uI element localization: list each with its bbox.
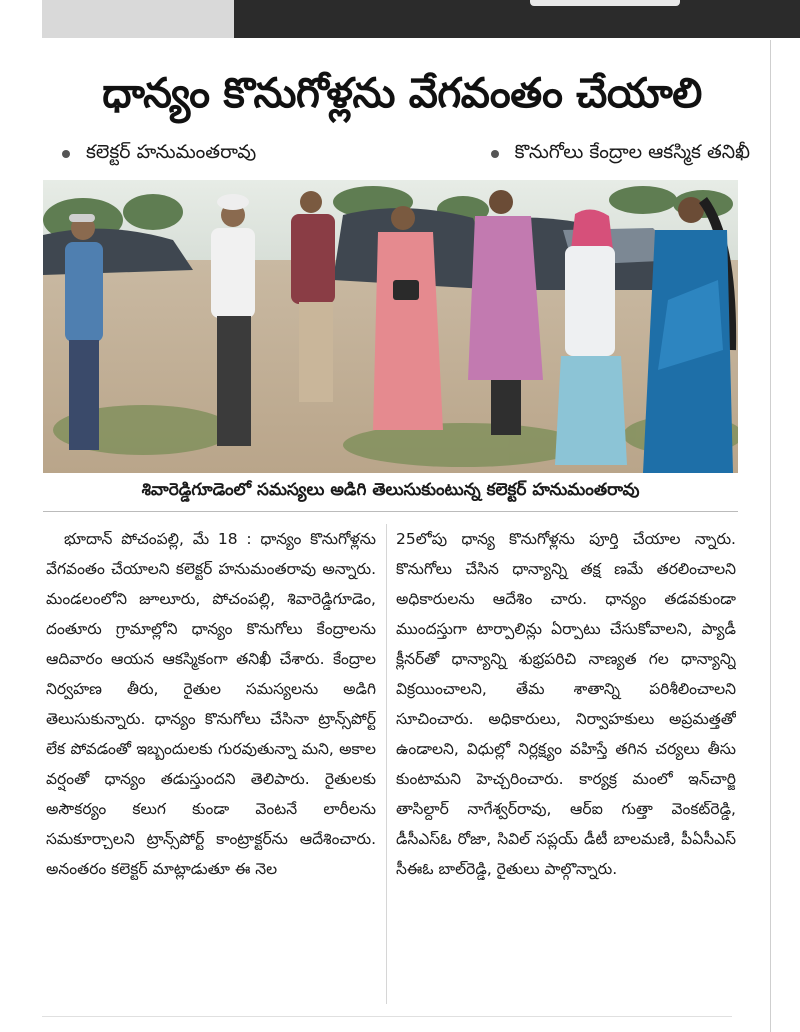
bullet-icon	[62, 150, 70, 158]
subheadline-text: కలెక్టర్ హనుమంతరావు	[86, 140, 257, 163]
news-photo	[43, 180, 738, 473]
bottom-divider	[42, 1016, 732, 1017]
photo-caption: శివారెడ్డిగూడెంలో సమస్యలు అడిగి తెలుసుకుంటున్న కలెక్టర్ హనుమంతరావు	[141, 480, 640, 500]
top-bar-tab	[530, 0, 680, 6]
subheadline-2	[491, 141, 750, 168]
subheadline-1	[62, 141, 256, 168]
column-divider	[386, 524, 387, 1004]
article-column-1: భూదాన్ పోచంపల్లి, మే 18 : ధాన్యం కొనుగోళ్లను వేగవంతం చేయాలని కలెక్టర్ హనుమంతరావు అన్నారు. మండలంలోని జూలూరు, పోచంపల్లి, శివారెడ్డిగూడెం, దంతూరు గ్రామాల్లోని ధాన్యం కొనుగోలు కేంద్రాలను ఆదివారం ఆయన ఆకస్మికంగా తనిఖీ చేశారు. కేంద్రాల నిర్వహణ తీరు, రైతుల సమస్యలను అడిగి తెలుసుకున్నారు. ధాన్యం కొనుగోలు చేసినా ట్రాన్స్‌పోర్ట్ లేక పోవడంతో ఇబ్బందులకు గురవుతున్నా మని, అకాల వర్షంతో ధాన్యం తడుస్తుందని తెలిపారు. రైతులకు అసౌకర్యం కలుగ కుండా వెంటనే లారీలను సమకూర్చాలని ట్రాన్స్‌పోర్ట్ కాంట్రాక్టర్‌ను ఆదేశించారు. అనంతరం కలెక్టర్ మాట్లాడుతూ ఈ నెల	[46, 530, 376, 878]
newspaper-top-bar	[42, 0, 800, 38]
bullet-icon	[491, 150, 499, 158]
subheadlines	[42, 134, 762, 174]
top-bar-left-panel	[42, 0, 234, 38]
page-edge-line	[770, 40, 771, 1032]
caption-divider	[43, 511, 738, 512]
subheadline-text: కొనుగోలు కేంద్రాల ఆకస్మిక తనిఖీ	[514, 140, 750, 163]
headline: ధాన్యం కొనుగోళ్లను వేగవంతం చేయాలి	[102, 69, 702, 117]
photo-illustration	[43, 180, 738, 473]
article-column-2: 25లోపు ధాన్య కొనుగోళ్లను పూర్తి చేయాల న్నారు. కొనుగోలు చేసిన ధాన్యాన్ని తక్ష ణమే తరలించాలని అధికారులను ఆదేశిం చారు. ధాన్యం తడవకుండా ముందస్తుగా టార్పాలిన్లు ఏర్పాటు చేసుకోవాలని, ప్యాడీ క్లీనర్‌తో ధాన్యాన్ని శుభ్రపరిచి నాణ్యత గల ధాన్యాన్ని విక్రయించాలని, తేమ శాతాన్ని పరిశీలించాలని సూచించారు. అధికారులు, నిర్వాహకులు అప్రమత్తతో ఉండాలని, విధుల్లో నిర్లక్ష్యం వహిస్తే తగిన చర్యలు తీసు కుంటామని హెచ్చరించారు. కార్యక్ర మంలో ఇన్‌చార్జి తాసిల్దార్ నాగేశ్వర్‌రావు, ఆర్ఐ గుత్తా వెంకట్‌రెడ్డి, డీసీఎస్‌ఓ రోజా, సివిల్ సప్లయ్ డీటీ బాలమణి, పీఏసీఎస్ సీఈఓ బాల్‌రెడ్డి, రైతులు పాల్గొన్నారు.	[396, 530, 736, 878]
